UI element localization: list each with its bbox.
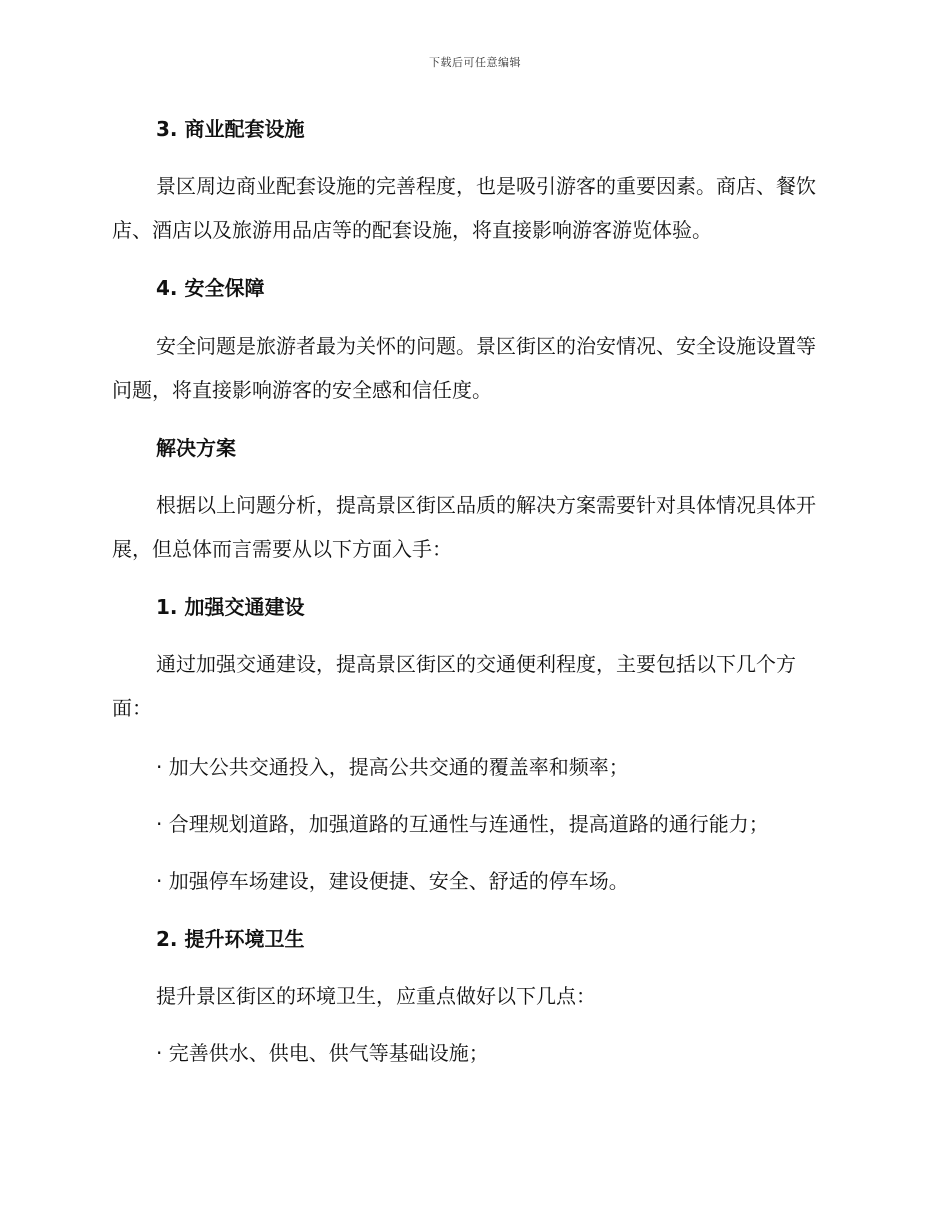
paragraph-transport: 通过加强交通建设，提高景区街区的交通便利程度，主要包括以下几个方面： xyxy=(112,652,796,720)
bullet-road-planning: · 合理规划道路，加强道路的互通性与连通性，提高道路的通行能力； xyxy=(156,812,769,836)
section-heading-environment: 2. 提升环境卫生 xyxy=(156,927,305,951)
paragraph-solutions: 根据以上问题分析，提高景区街区品质的解决方案需要针对具体情况具体开展，但总体而言需要从以下方面入手： xyxy=(112,493,816,561)
bullet-parking: · 加强停车场建设，建设便捷、安全、舒适的停车场。 xyxy=(156,869,629,893)
section-heading-safety: 4. 安全保障 xyxy=(156,276,265,300)
bullet-infrastructure: · 完善供水、供电、供气等基础设施； xyxy=(156,1041,489,1065)
page-header: 下载后可任意编辑 xyxy=(429,56,521,69)
paragraph-safety: 安全问题是旅游者最为关怀的问题。景区街区的治安情况、安全设施设置等问题，将直接影响游客的安全感和信任度。 xyxy=(112,334,816,402)
paragraph-environment: 提升景区街区的环境卫生，应重点做好以下几点： xyxy=(156,984,596,1008)
paragraph-commercial: 景区周边商业配套设施的完善程度，也是吸引游客的重要因素。商店、餐饮店、酒店以及旅游用品店等的配套设施，将直接影响游客游览体验。 xyxy=(112,174,816,242)
bullet-public-transit: · 加大公共交通投入，提高公共交通的覆盖率和频率； xyxy=(156,755,629,779)
section-heading-transport: 1. 加强交通建设 xyxy=(156,595,305,619)
section-heading-commercial: 3. 商业配套设施 xyxy=(156,117,305,141)
section-heading-solutions: 解决方案 xyxy=(156,436,236,460)
